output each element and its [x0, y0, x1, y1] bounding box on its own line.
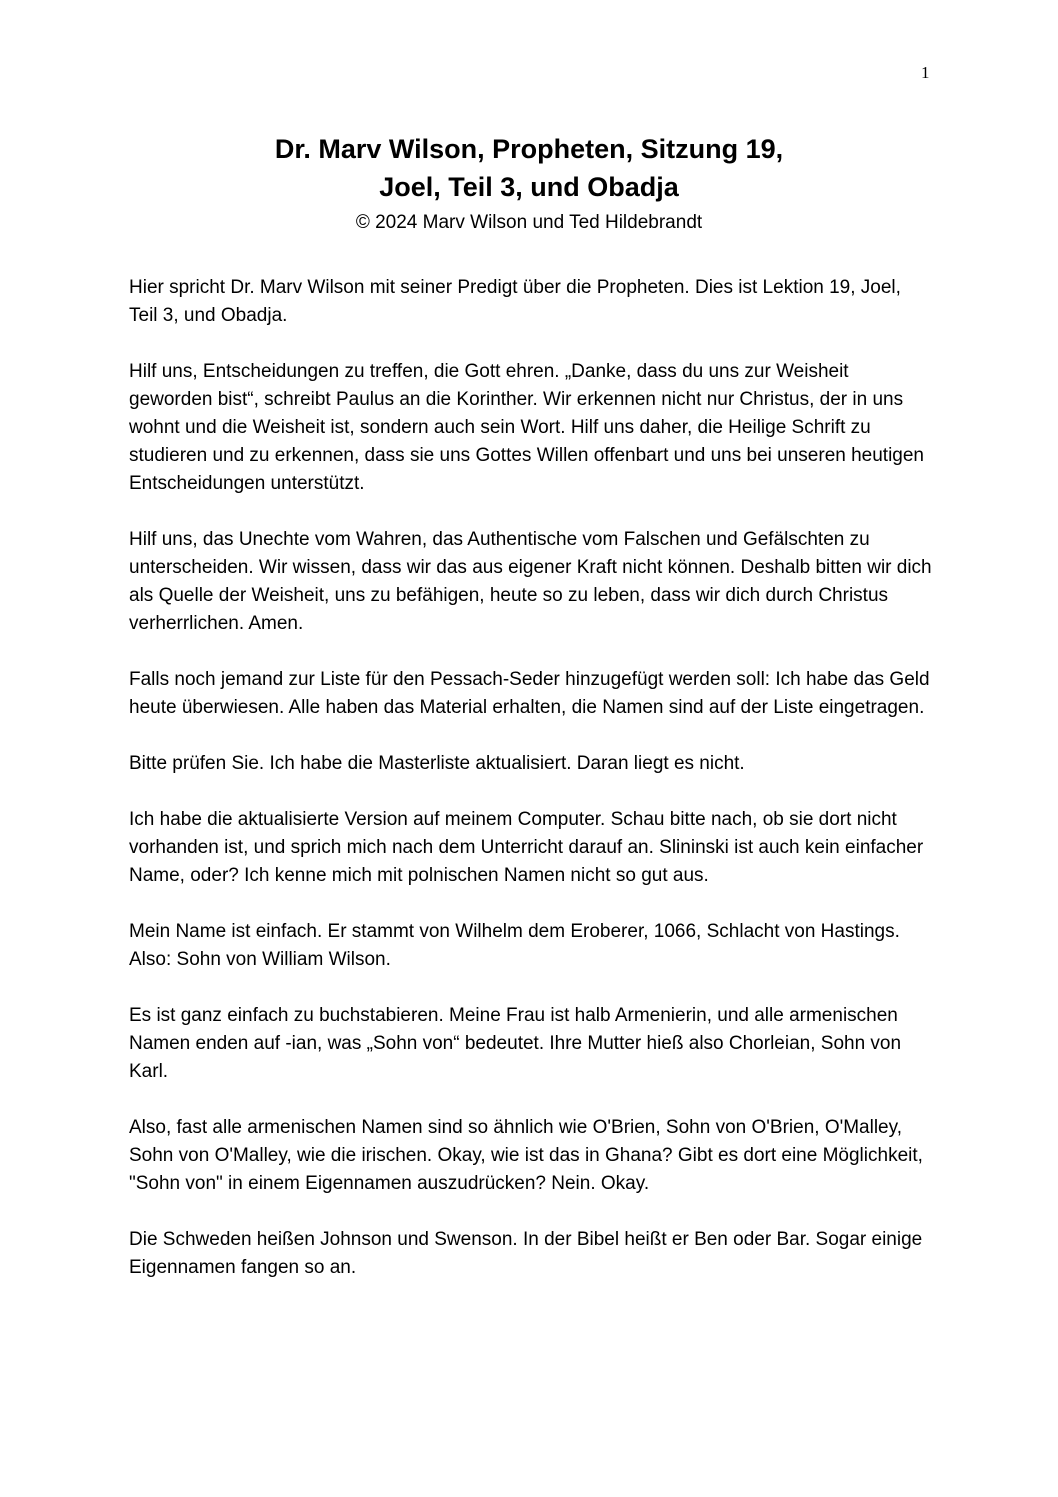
paragraph: Bitte prüfen Sie. Ich habe die Masterliste aktualisiert. Daran liegt es nicht.: [129, 753, 745, 774]
document-body: [129, 274, 934, 1310]
document-title: [0, 130, 1058, 206]
paragraph: Hilf uns, Entscheidungen zu treffen, die Gott ehren. „Danke, dass du uns zur Weisheit geworden bist“, schreibt Paulus an die Korinther. Wir erkennen nicht nur Christus, der in uns wohnt und die Weisheit ist, sondern auch sein Wort. Hilf uns daher, die Heilige Schrift zu studieren und zu erkennen, dass sie uns Gottes Willen offenbart und uns bei unseren heutigen Entscheidungen unterstützt.: [129, 361, 925, 494]
paragraph: Die Schweden heißen Johnson und Swenson. In der Bibel heißt er Ben oder Bar. Sogar einige Eigennamen fangen so an.: [129, 1229, 923, 1278]
copyright-line: © 2024 Marv Wilson und Ted Hildebrandt: [355, 212, 703, 233]
paragraph: Also, fast alle armenischen Namen sind so ähnlich wie O'Brien, Sohn von O'Brien, O'Malley, Sohn von O'Malley, wie die irischen. Okay, wie ist das in Ghana? Gibt es dort eine Möglichkeit, "Sohn von" in einem Eigennamen auszudrücken? Nein. Okay.: [129, 1117, 923, 1194]
title-line-1: Dr. Marv Wilson, Propheten, Sitzung 19,: [274, 134, 784, 164]
paragraph: Hier spricht Dr. Marv Wilson mit seiner Predigt über die Propheten. Dies ist Lektion 19, Joel, Teil 3, und Obadja.: [129, 277, 901, 326]
paragraph: Es ist ganz einfach zu buchstabieren. Meine Frau ist halb Armenierin, und alle armenischen Namen enden auf -ian, was „Sohn von“ bedeutet. Ihre Mutter hieß also Chorleian, Sohn von Karl.: [129, 1005, 902, 1082]
paragraph: Mein Name ist einfach. Er stammt von Wilhelm dem Eroberer, 1066, Schlacht von Hastings. Also: Sohn von William Wilson.: [129, 921, 900, 970]
document-header: [0, 130, 1058, 236]
title-line-2: Joel, Teil 3, und Obadja: [379, 172, 679, 202]
paragraph: Ich habe die aktualisierte Version auf meinem Computer. Schau bitte nach, ob sie dort nicht vorhanden ist, und sprich mich nach dem Unterricht darauf an. Slininski ist auch kein einfacher Name, oder? Ich kenne mich mit polnischen Namen nicht so gut aus.: [129, 809, 924, 886]
paragraph: Falls noch jemand zur Liste für den Pessach-Seder hinzugefügt werden soll: Ich habe das Geld heute überwiesen. Alle haben das Material erhalten, die Namen sind auf der Liste eingetragen.: [129, 669, 930, 718]
page-number: 1: [921, 63, 930, 82]
paragraph: Hilf uns, das Unechte vom Wahren, das Authentische vom Falschen und Gefälschten zu unterscheiden. Wir wissen, dass wir das aus eigener Kraft nicht können. Deshalb bitten wir dich als Quelle der Weisheit, uns zu befähigen, heute so zu leben, dass wir dich durch Christus verherrlichen. Amen.: [129, 529, 932, 634]
